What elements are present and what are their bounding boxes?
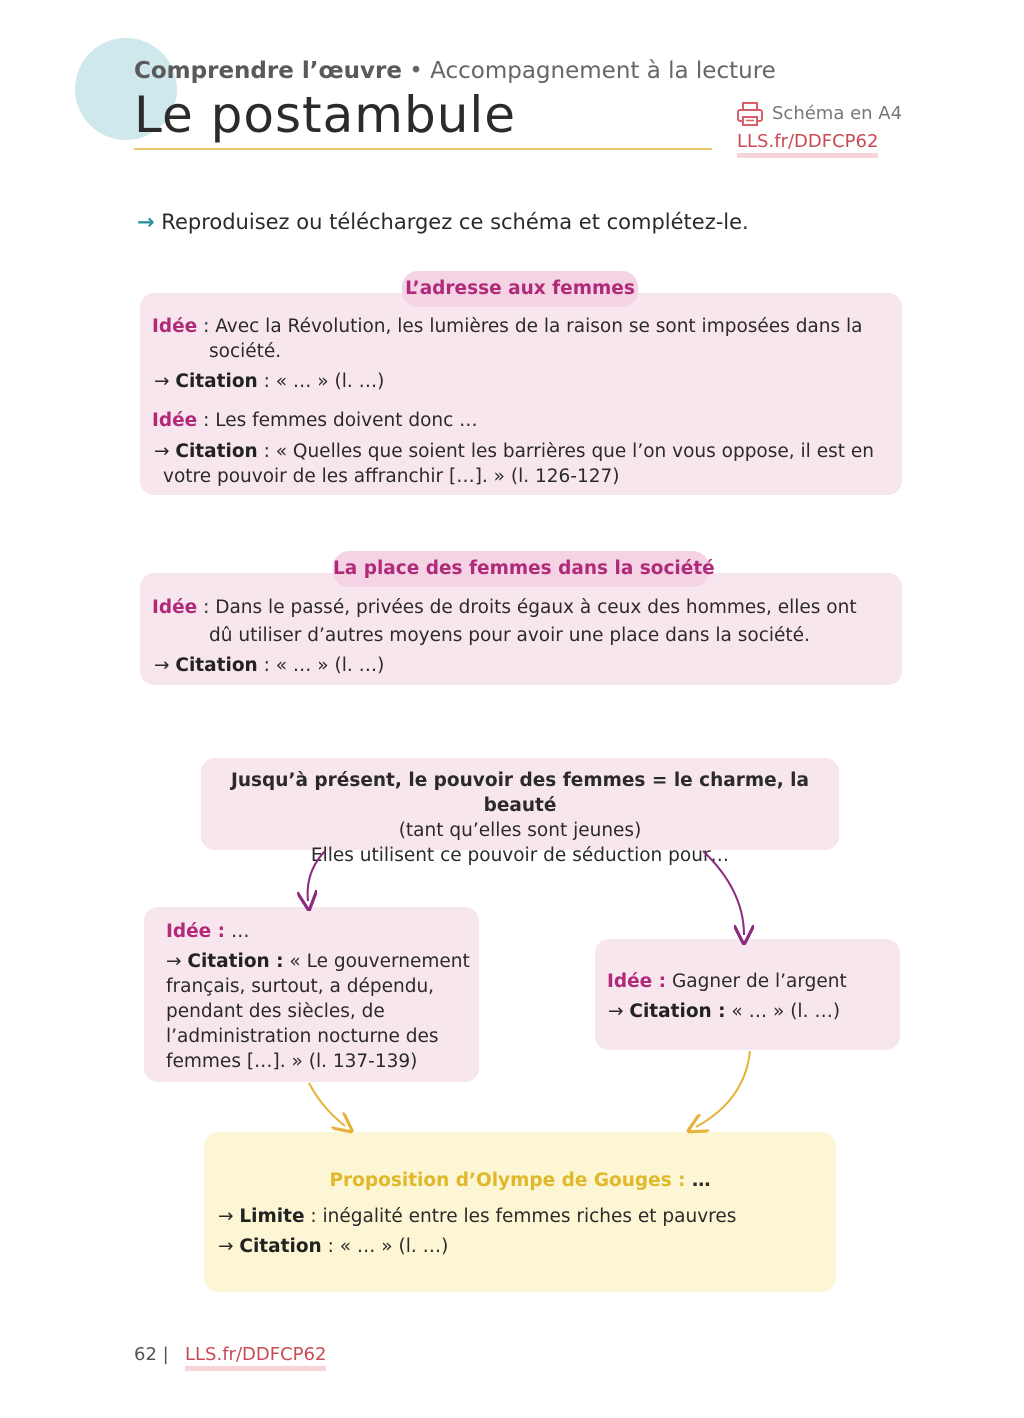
arrow-left-to-bottom [309,1083,345,1126]
page-title: Le postambule [134,86,517,144]
citation-line: → Citation : « … » (l. …) [154,371,385,392]
power-line-3: Elles utilisent ce pouvoir de séduction pour… [310,845,730,866]
citation-line: → Citation : « … » (l. …) [608,1001,841,1022]
idea-line: Idée : Gagner de l’argent [607,971,847,992]
power-line-1: Jusqu’à présent, le pouvoir des femmes = le charme, la beauté [230,770,810,816]
idea-line: Idée : Avec la Révolution, les lumières de la raison se sont imposées dans la [152,316,863,337]
idea-line: Idée : … [166,921,250,942]
arrow-to-right-box [703,851,744,935]
citation-line-cont: l’administration nocturne des [166,1026,439,1047]
instruction: → Reproduisez ou téléchargez ce schéma et complétez-le. [137,210,749,234]
page-number: 62 | [134,1344,169,1365]
idea-line-cont: société. [209,341,282,362]
footer-link[interactable]: LLS.fr/DDFCP62 [185,1344,326,1371]
schema-link[interactable]: LLS.fr/DDFCP62 [737,131,878,158]
citation-line: → Citation : « … » (l. …) [218,1236,449,1257]
section-heading-place-women: La place des femmes dans la société [333,551,709,587]
section-kicker: Comprendre l’œuvre • Accompagnement à la lecture [134,58,776,84]
idea-line: Idée : Les femmes doivent donc … [152,410,478,431]
idea-line-cont: dû utiliser d’autres moyens pour avoir une place dans la société. [209,625,810,646]
citation-line: → Citation : « Quelles que soient les barrières que l’on vous oppose, il est en [154,441,874,462]
citation-line: → Citation : « … » (l. …) [154,655,385,676]
idea-line: Idée : Dans le passé, privées de droits égaux à ceux des hommes, elles ont [152,597,857,618]
section-heading-address-women: L’adresse aux femmes [402,271,638,307]
limit-line: → Limite : inégalité entre les femmes riches et pauvres [218,1206,737,1227]
arrow-right-icon: → [137,210,155,234]
schema-label: Schéma en A4 [772,103,903,124]
citation-line-cont: français, surtout, a dépendu, [166,976,435,997]
proposition-title: Proposition d’Olympe de Gouges : … [329,1170,711,1191]
arrow-right-to-bottom [696,1051,750,1127]
citation-line-cont: votre pouvoir de les affranchir […]. » (l. 126-127) [163,466,620,487]
citation-line-cont: femmes […]. » (l. 137-139) [166,1051,418,1072]
citation-line-cont: pendant des siècles, de [166,1001,385,1022]
power-line-2: (tant qu’elles sont jeunes) [398,820,642,841]
arrow-to-left-box [308,851,325,901]
citation-line: → Citation : « Le gouvernement [166,951,470,972]
